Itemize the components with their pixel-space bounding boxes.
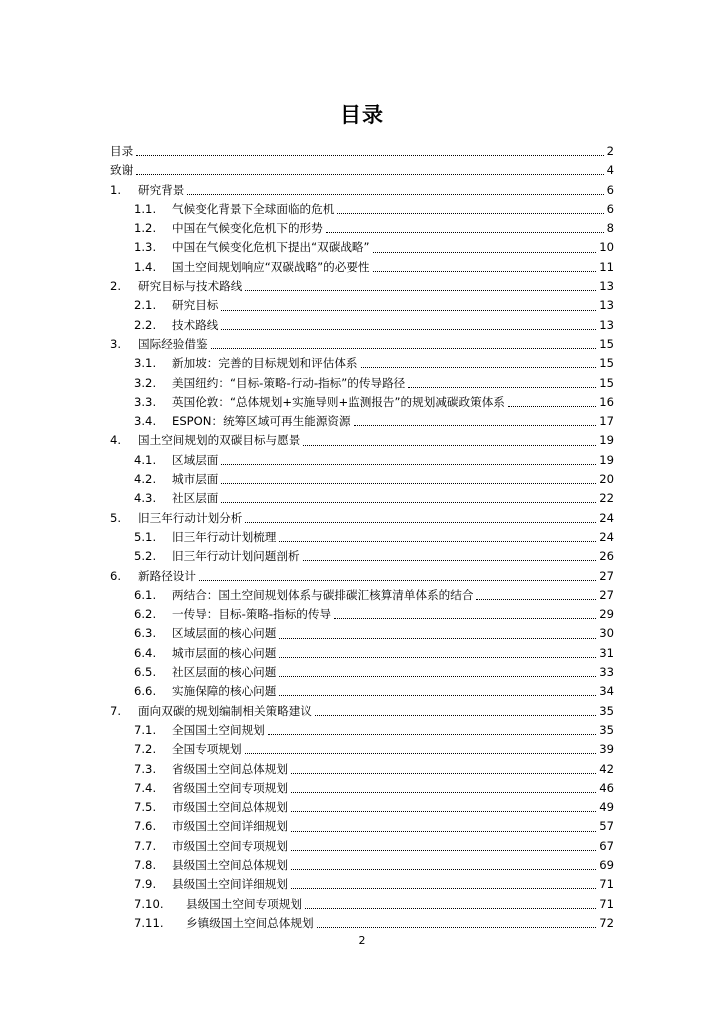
toc-entry[interactable]: [110, 740, 614, 759]
toc-entry-number: 3.4.: [134, 414, 157, 429]
toc-entry-page: 24: [599, 529, 614, 544]
toc-entry-page: 22: [599, 491, 614, 506]
toc-entry-title: 社区层面: [172, 491, 219, 506]
toc-leader-dots: [291, 886, 596, 889]
toc-leader-dots: [279, 636, 596, 639]
toc-leader-dots: [476, 597, 596, 600]
toc-entry-page: 20: [599, 472, 614, 487]
toc-entry-number: 5.: [110, 510, 122, 525]
toc-entry-page: 13: [599, 317, 614, 332]
toc-entry-number: 6.3.: [134, 626, 157, 641]
toc-entry-title: 市级国土空间详细规划: [172, 819, 288, 834]
toc-entry[interactable]: [110, 509, 614, 528]
toc-leader-dots: [291, 829, 596, 832]
toc-entry-page: 27: [599, 568, 614, 583]
toc-entry[interactable]: [110, 219, 614, 238]
toc-leader-dots: [291, 790, 596, 793]
toc-entry-title: 致谢: [110, 163, 134, 178]
toc-entry-page: 30: [599, 626, 614, 641]
toc-leader-dots: [136, 153, 603, 156]
toc-entry-number: 7.: [110, 703, 122, 718]
toc-entry-page: 15: [599, 336, 614, 351]
toc-entry[interactable]: [110, 586, 614, 605]
toc-entry-title: 市级国土空间总体规划: [172, 800, 288, 815]
toc-entry[interactable]: [110, 895, 614, 914]
toc-entry-page: 8: [606, 221, 614, 236]
toc-entry-number: 1.1.: [134, 201, 157, 216]
toc-entry-page: 26: [599, 549, 614, 564]
toc-leader-dots: [291, 809, 596, 812]
toc-entry[interactable]: [110, 798, 614, 817]
toc-entry-number: 3.1.: [134, 356, 157, 371]
toc-entry-page: 10: [599, 240, 614, 255]
toc-entry-number: 7.1.: [134, 722, 157, 737]
toc-entry-number: 3.3.: [134, 394, 157, 409]
toc-leader-dots: [291, 867, 596, 870]
toc-leader-dots: [199, 578, 596, 581]
toc-leader-dots: [187, 192, 603, 195]
toc-entry-number: 1.4.: [134, 259, 157, 274]
toc-entry-number: 6.4.: [134, 645, 157, 660]
toc-entry-number: 7.3.: [134, 761, 157, 776]
toc-leader-dots: [245, 520, 596, 523]
toc-entry-title: 两结合：国土空间规划体系与碳排碳汇核算清单体系的结合: [172, 587, 474, 602]
page-number: 2: [358, 934, 366, 947]
toc-entry-number: 7.6.: [134, 819, 157, 834]
toc-entry-page: 16: [599, 394, 614, 409]
toc-entry-number: 2.2.: [134, 317, 157, 332]
toc-entry-title: 区域层面: [172, 452, 219, 467]
toc-leader-dots: [221, 327, 596, 330]
toc-entry-number: 7.11.: [134, 915, 164, 930]
toc-leader-dots: [361, 365, 597, 368]
toc-entry-number: 7.9.: [134, 877, 157, 892]
toc-entry-number: 7.7.: [134, 838, 157, 853]
toc-entry-title: 技术路线: [172, 317, 219, 332]
toc-entry-page: 35: [599, 703, 614, 718]
toc-entry-number: 5.2.: [134, 549, 157, 564]
toc-entry-page: 31: [599, 645, 614, 660]
toc-entry-title: 气候变化背景下全球面临的危机: [172, 201, 335, 216]
toc-entry[interactable]: [110, 238, 614, 257]
toc-entry-number: 1.3.: [134, 240, 157, 255]
toc-leader-dots: [315, 713, 596, 716]
toc-entry[interactable]: [110, 296, 614, 315]
toc-entry-page: 35: [599, 722, 614, 737]
toc-entry[interactable]: [110, 914, 614, 933]
toc-entry[interactable]: [110, 817, 614, 836]
toc-entry[interactable]: [110, 354, 614, 373]
toc-entry-number: 3.: [110, 336, 122, 351]
toc-entry[interactable]: [110, 779, 614, 798]
toc-entry-title: 社区层面的核心问题: [172, 665, 277, 680]
toc-entry[interactable]: [110, 393, 614, 412]
toc-leader-dots: [245, 288, 596, 291]
toc-entry-number: 7.8.: [134, 857, 157, 872]
toc-entry-page: 15: [599, 356, 614, 371]
toc-entry-title: 国土空间规划的双碳目标与愿景: [138, 433, 301, 448]
toc-leader-dots: [268, 732, 596, 735]
toc-entry-title: 省级国土空间总体规划: [172, 761, 288, 776]
toc-entry[interactable]: [110, 856, 614, 875]
toc-entry[interactable]: [110, 374, 614, 393]
toc-entry-page: 69: [599, 857, 614, 872]
toc-entry-number: 7.4.: [134, 780, 157, 795]
toc-leader-dots: [317, 925, 597, 928]
toc-entry[interactable]: [110, 200, 614, 219]
toc-entry-title: 国际经验借鉴: [138, 336, 208, 351]
toc-entry-title: 国土空间规划响应“双碳战略”的必要性: [172, 259, 370, 274]
toc-entry[interactable]: [110, 760, 614, 779]
toc-leader-dots: [408, 385, 596, 388]
toc-entry[interactable]: [110, 335, 614, 354]
toc-entry-number: 4.: [110, 433, 122, 448]
toc-entry-title: 区域层面的核心问题: [172, 626, 277, 641]
toc-entry-title: 实施保障的核心问题: [172, 684, 277, 699]
toc-entry-page: 49: [599, 800, 614, 815]
toc-entry-number: 6.: [110, 568, 122, 583]
toc-entry-title: 新路径设计: [138, 568, 196, 583]
toc-entry[interactable]: [110, 277, 614, 296]
toc-leader-dots: [279, 539, 596, 542]
toc-entry-page: 67: [599, 838, 614, 853]
toc-entry-number: 3.2.: [134, 375, 157, 390]
toc-entry-title: 研究背景: [138, 182, 185, 197]
toc-entry-number: 6.1.: [134, 587, 157, 602]
toc-entry-title: ESPON：统筹区域可再生能源资源: [172, 414, 351, 429]
toc-entry-number: 6.2.: [134, 607, 157, 622]
toc-entry-number: 2.: [110, 279, 122, 294]
toc-entry-page: 42: [599, 761, 614, 776]
toc-entry[interactable]: [110, 663, 614, 682]
toc-leader-dots: [303, 558, 597, 561]
toc-entry-title: 城市层面: [172, 472, 219, 487]
toc-entry-page: 24: [599, 510, 614, 525]
toc-leader-dots: [221, 308, 596, 311]
toc-entry[interactable]: [110, 567, 614, 586]
toc-entry-title: 旧三年行动计划分析: [138, 510, 243, 525]
toc-entry-title: 县级国土空间详细规划: [172, 877, 288, 892]
toc-leader-dots: [334, 616, 596, 619]
toc-entry[interactable]: [110, 470, 614, 489]
toc-entry[interactable]: [110, 258, 614, 277]
toc-entry-title: 旧三年行动计划梳理: [172, 529, 277, 544]
page-title: 目录: [340, 103, 384, 127]
toc-entry-title: 城市层面的核心问题: [172, 645, 277, 660]
toc-entry-number: 4.3.: [134, 491, 157, 506]
toc-entry[interactable]: [110, 547, 614, 566]
toc-entry-number: 5.1.: [134, 529, 157, 544]
toc-entry-page: 71: [599, 877, 614, 892]
toc-leader-dots: [221, 481, 596, 484]
toc-leader-dots: [326, 230, 604, 233]
toc-entry-number: 4.1.: [134, 452, 157, 467]
toc-entry-page: 6: [606, 201, 614, 216]
toc-entry[interactable]: [110, 161, 614, 180]
toc-entry[interactable]: [110, 875, 614, 894]
toc-entry-page: 27: [599, 587, 614, 602]
toc-leader-dots: [373, 250, 597, 253]
toc-entry-page: 4: [606, 163, 614, 178]
toc-entry-number: 6.5.: [134, 665, 157, 680]
toc-entry-page: 29: [599, 607, 614, 622]
toc-entry-title: 美国纽约：“目标-策略-行动-指标”的传导路径: [172, 375, 406, 390]
toc-entry[interactable]: [110, 644, 614, 663]
toc-entry[interactable]: [110, 489, 614, 508]
toc-leader-dots: [279, 655, 596, 658]
toc-entry-number: 7.2.: [134, 742, 157, 757]
toc-leader-dots: [279, 674, 596, 677]
toc-entry[interactable]: [110, 721, 614, 740]
toc-entry[interactable]: [110, 451, 614, 470]
toc-entry[interactable]: [110, 181, 614, 200]
toc-leader-dots: [245, 751, 597, 754]
toc-entry-number: 1.: [110, 182, 122, 197]
toc-leader-dots: [221, 500, 596, 503]
toc-entry-title: 乡镇级国土空间总体规划: [186, 915, 314, 930]
toc-entry-title: 全国国土空间规划: [172, 722, 265, 737]
toc-entry-title: 中国在气候变化危机下的形势: [172, 221, 323, 236]
toc-leader-dots: [354, 423, 597, 426]
toc-entry[interactable]: [110, 624, 614, 643]
table-of-contents: [110, 142, 614, 933]
toc-leader-dots: [211, 346, 597, 349]
toc-entry-page: 34: [599, 684, 614, 699]
toc-leader-dots: [337, 211, 603, 214]
toc-entry-page: 39: [599, 742, 614, 757]
toc-entry-number: 1.2.: [134, 221, 157, 236]
toc-leader-dots: [508, 404, 596, 407]
toc-entry-page: 33: [599, 665, 614, 680]
toc-entry-title: 一传导：目标-策略-指标的传导: [172, 607, 332, 622]
toc-entry-title: 目录: [110, 144, 134, 158]
toc-leader-dots: [136, 172, 603, 175]
toc-entry-title: 新加坡：完善的目标规划和评估体系: [172, 356, 358, 371]
toc-entry-title: 英国伦敦：“总体规划+实施导则+监测报告”的规划减碳政策体系: [172, 394, 505, 409]
toc-entry-page: 19: [599, 452, 614, 467]
toc-leader-dots: [221, 462, 596, 465]
toc-entry-page: 2: [606, 144, 614, 158]
toc-entry-page: 11: [599, 259, 614, 274]
toc-leader-dots: [305, 906, 596, 909]
toc-entry-page: 57: [599, 819, 614, 834]
toc-entry-title: 全国专项规划: [172, 742, 242, 757]
toc-entry[interactable]: [110, 605, 614, 624]
toc-leader-dots: [303, 443, 596, 446]
toc-entry[interactable]: [110, 412, 614, 431]
toc-entry[interactable]: [110, 682, 614, 701]
toc-entry-page: 13: [599, 279, 614, 294]
toc-entry-number: 7.10.: [134, 896, 164, 911]
toc-entry-title: 省级国土空间专项规划: [172, 780, 288, 795]
toc-entry-title: 县级国土空间总体规划: [172, 857, 288, 872]
toc-entry-page: 13: [599, 298, 614, 313]
toc-entry[interactable]: [110, 142, 614, 161]
toc-entry-page: 46: [599, 780, 614, 795]
toc-entry-number: 2.1.: [134, 298, 157, 313]
toc-entry-title: 面向双碳的规划编制相关策略建议: [138, 703, 312, 718]
toc-leader-dots: [291, 848, 596, 851]
toc-entry-number: 7.5.: [134, 800, 157, 815]
toc-entry[interactable]: [110, 431, 614, 450]
toc-entry-page: 17: [599, 414, 614, 429]
toc-entry-title: 研究目标与技术路线: [138, 279, 243, 294]
toc-leader-dots: [373, 269, 597, 272]
toc-entry-title: 中国在气候变化危机下提出“双碳战略”: [172, 240, 370, 255]
toc-entry[interactable]: [110, 702, 614, 721]
toc-entry[interactable]: [110, 837, 614, 856]
toc-entry[interactable]: [110, 528, 614, 547]
toc-entry[interactable]: [110, 316, 614, 335]
toc-entry-number: 4.2.: [134, 472, 157, 487]
toc-entry-page: 71: [599, 896, 614, 911]
toc-entry-title: 研究目标: [172, 298, 219, 313]
toc-entry-page: 19: [599, 433, 614, 448]
toc-entry-page: 72: [599, 915, 614, 930]
toc-entry-number: 6.6.: [134, 684, 157, 699]
toc-leader-dots: [279, 693, 596, 696]
toc-entry-page: 15: [599, 375, 614, 390]
toc-entry-page: 6: [606, 182, 614, 197]
toc-entry-title: 市级国土空间专项规划: [172, 838, 288, 853]
toc-leader-dots: [291, 771, 596, 774]
toc-entry-title: 旧三年行动计划问题剖析: [172, 549, 300, 564]
toc-entry-title: 县级国土空间专项规划: [186, 896, 302, 911]
